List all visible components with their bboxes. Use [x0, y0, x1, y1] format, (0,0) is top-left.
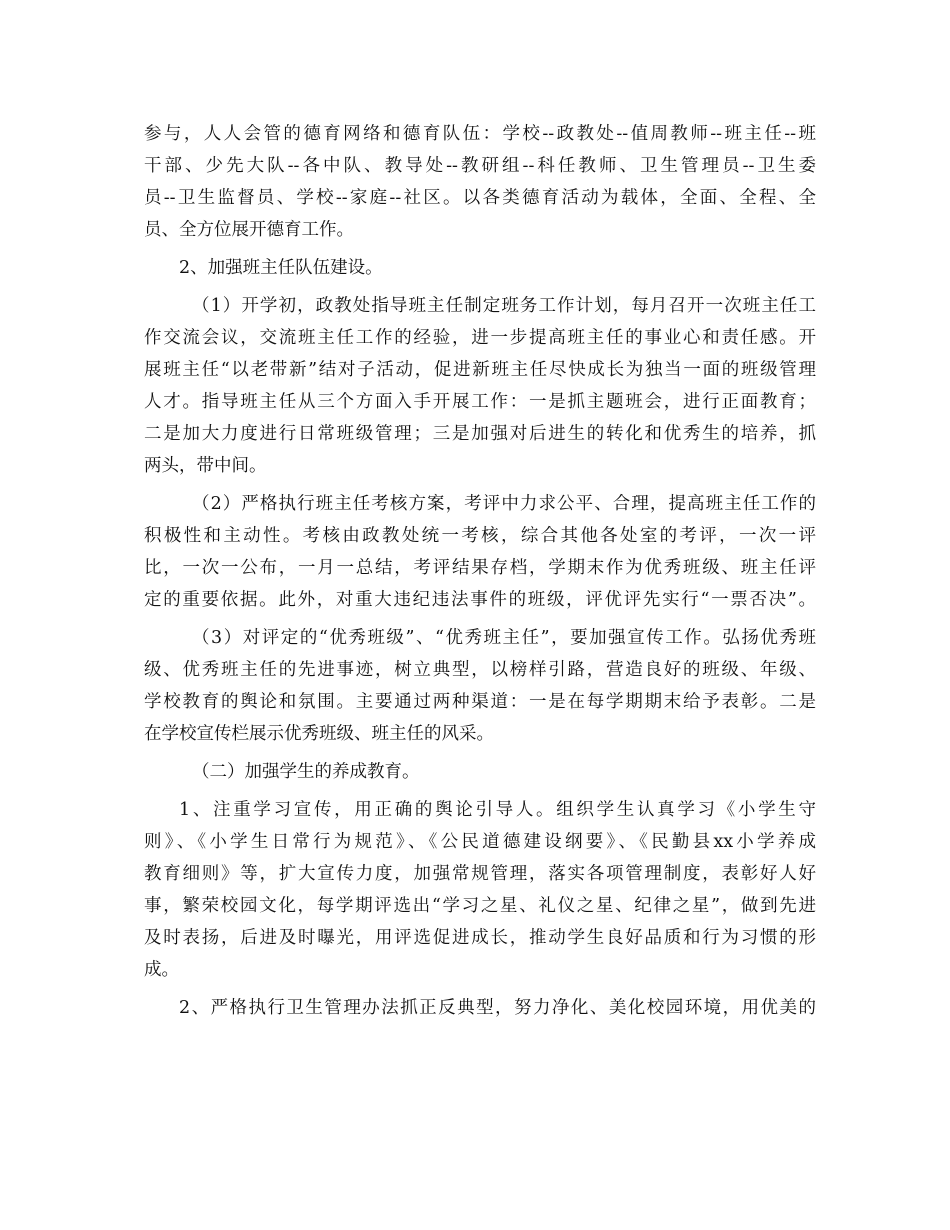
text-line: 人才。指导班主任从三个方面入手开展工作：一是抓主题班会，进行正面教育； [144, 392, 816, 412]
text-line: （2）严格执行班主任考核方案，考评中力求公平、合理，提高班主任工作的 [192, 494, 816, 514]
text-line: 员--卫生监督员、学校--家庭--社区。以各类德育活动为载体，全面、全程、全 [144, 188, 816, 208]
text-line: 比，一次一公布，一月一总结，考评结果存档，学期末作为优秀班级、班主任评 [144, 558, 816, 578]
document-page [144, 118, 816, 1024]
text-line: （1）开学初，政教处指导班主任制定班务工作计划，每月召开一次班主任工 [192, 296, 816, 316]
text-line: 两头，带中间。 [144, 456, 267, 476]
text-line: 积极性和主动性。考核由政教处统一考核，综合其他各处室的考评，一次一评 [144, 526, 816, 546]
text-line: 学校教育的舆论和氛围。主要通过两种渠道：一是在每学期期末给予表彰。二是 [144, 692, 816, 712]
text-line: 成。 [144, 960, 179, 980]
text-line: 1、注重学习宣传，用正确的舆论引导人。组织学生认真学习《小学生守 [179, 800, 816, 820]
text-line: 事，繁荣校园文化，每学期评选出“学习之星、礼仪之星、纪律之星”，做到先进 [144, 896, 816, 916]
text-line: 则》、《小学生日常行为规范》、《公民道德建设纲要》、《民勤县xx小学养成 [144, 832, 816, 852]
text-line: 展班主任“以老带新”结对子活动，促进新班主任尽快成长为独当一面的班级管理 [144, 360, 816, 380]
text-line: 参与，人人会管的德育网络和德育队伍：学校--政教处--值周教师--班主任--班 [144, 124, 816, 144]
text-line: 二是加大力度进行日常班级管理；三是加强对后进生的转化和优秀生的培养，抓 [144, 424, 816, 444]
text-line: （3）对评定的“优秀班级”、“优秀班主任”，要加强宣传工作。弘扬优秀班 [192, 628, 816, 648]
text-line: 及时表扬，后进及时曝光，用评选促进成长，推动学生良好品质和行为习惯的形 [144, 928, 816, 948]
text-line: 教育细则》等，扩大宣传力度，加强常规管理，落实各项管理制度，表彰好人好 [144, 864, 816, 884]
document-body [144, 118, 816, 1024]
text-line: 级、优秀班主任的先进事迹，树立典型，以榜样引路，营造良好的班级、年级、 [144, 660, 816, 680]
text-line: 干部、少先大队--各中队、教导处--教研组--科任教师、卫生管理员--卫生委 [144, 156, 816, 176]
text-line: （二）加强学生的养成教育。 [192, 762, 420, 782]
text-line: 2、严格执行卫生管理办法抓正反典型，努力净化、美化校园环境，用优美的 [179, 998, 816, 1018]
text-line: 2、加强班主任队伍建设。 [179, 258, 383, 278]
text-line: 定的重要依据。此外，对重大违纪违法事件的班级，评优评先实行“一票否决”。 [144, 590, 816, 610]
text-line: 员、全方位展开德育工作。 [144, 220, 354, 240]
text-line: 在学校宣传栏展示优秀班级、班主任的风采。 [144, 724, 494, 744]
text-line: 作交流会议，交流班主任工作的经验，进一步提高班主任的事业心和责任感。开 [144, 328, 816, 348]
